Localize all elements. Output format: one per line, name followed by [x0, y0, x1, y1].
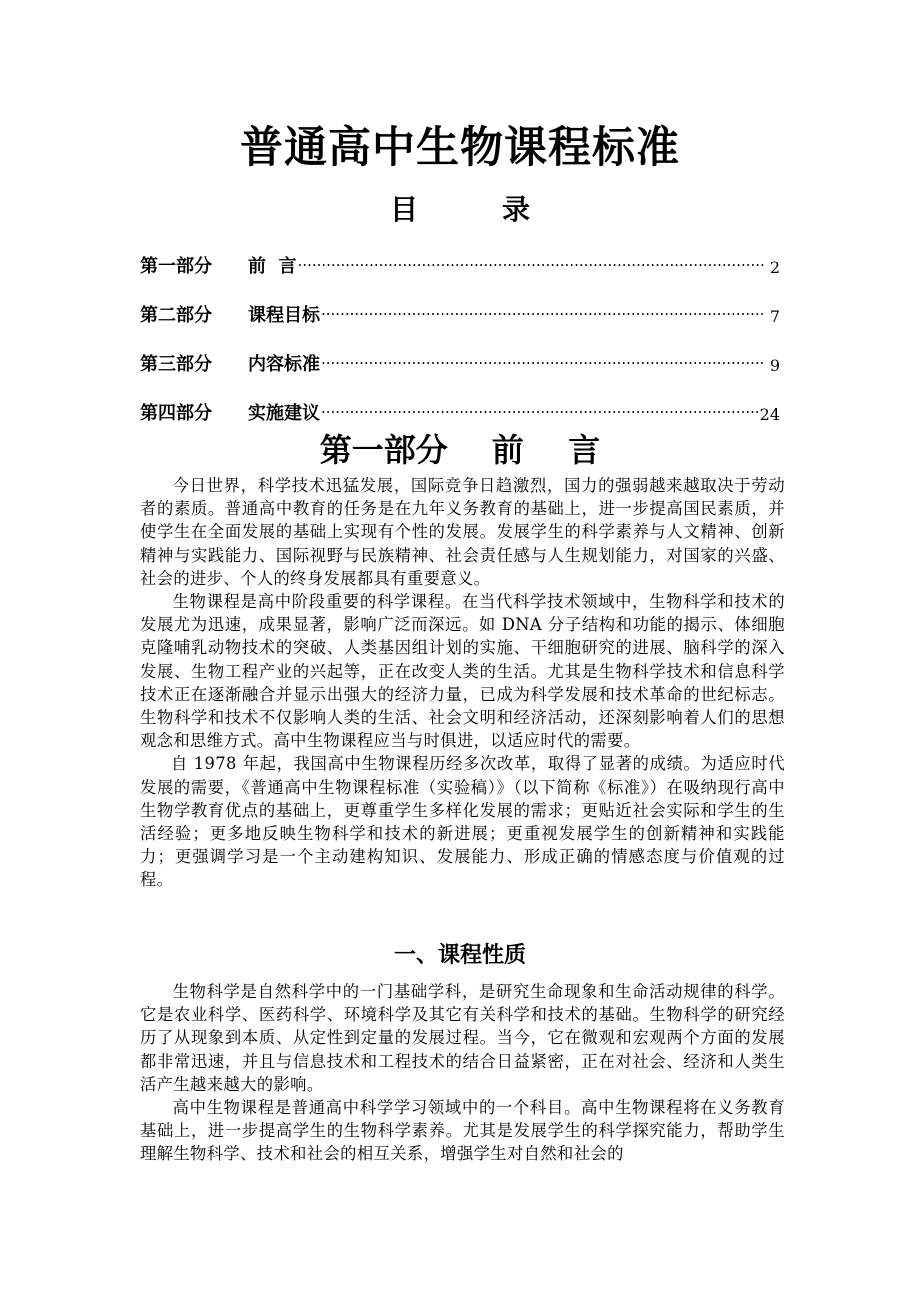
preface-body: [140, 474, 785, 892]
toc-page-number: 9: [769, 356, 780, 375]
toc-leader-dots: [298, 256, 765, 274]
section-title-preface: [0, 428, 920, 472]
toc-leader-dots: [321, 354, 765, 372]
body-paragraph: 生物课程是高中阶段重要的科学课程。在当代科学技术领域中，生物科学和技术的发展尤为迅速，成果显著，影响广泛而深远。如 DNA 分子结构和功能的揭示、体细胞克隆哺乳动物技术的突破、人类基因组计划的实施、干细胞研究的进展、脑科学的深入发展、生物工程产业的兴起等，正在改变人类的生活。尤其是生物科学技术和信息科学技术正在逐渐融合并显示出强大的经济力量，已成为科学发展和技术革命的世纪标志。生物科学和技术不仅影响人类的生活、社会文明和经济活动，还深刻影响着人们的思想观念和思维方式。高中生物课程应当与时俱进，以适应时代的需要。: [140, 592, 785, 751]
body-paragraph: 生物科学是自然科学中的一门基础学科，是研究生命现象和生命活动规律的科学。它是农业科学、医药科学、环境科学及其它有关科学和技术的基础。生物科学的研究经历了从现象到本质、从定性到定量的发展过程。当今，它在微观和宏观两个方面的发展都非常迅速，并且与信息技术和工程技术的结合日益紧密，正在对社会、经济和人类生活产生越来越大的影响。: [140, 982, 785, 1094]
table-of-contents: [140, 240, 780, 436]
subsection-title: 一、课程性质: [393, 943, 526, 968]
body-paragraph: 自 1978 年起，我国高中生物课程历经多次改革，取得了显著的成绩。为适应时代发展的需要，《普通高中生物课程标准（实验稿）》（以下简称《标准》）在吸纳现行高中生物学教育优点的基础上，更尊重学生多样化发展的需求；更贴近社会实际和学生的生活经验；更多地反映生物科学和技术的新进展；更重视发展学生的创新精神和实践能力；更强调学习是一个主动建构知识、发展能力、形成正确的情感态度与价值观的过程。: [140, 754, 785, 890]
toc-heading-char-1: 目: [389, 193, 418, 226]
toc-entry[interactable]: [140, 289, 780, 338]
toc-entry[interactable]: [140, 240, 780, 289]
toc-part-name: 实施建议: [248, 402, 320, 424]
toc-leader-dots: [321, 305, 765, 323]
document-title: 普通高中生物课程标准: [240, 123, 680, 173]
toc-part-name: 内容标准: [248, 353, 320, 375]
toc-part-label: 第三部分: [140, 353, 212, 375]
body-paragraph: 高中生物课程是普通高中科学学习领域中的一个科目。高中生物课程将在义务教育基础上，进一步提高学生的生物科学素养。尤其是发展学生的科学探究能力，帮助学生理解生物科学、技术和社会的相互关系，增强学生对自然和社会的: [140, 1098, 785, 1164]
toc-leader-dots: [321, 403, 759, 421]
toc-entry[interactable]: [140, 338, 780, 387]
toc-page-number: 24: [759, 405, 780, 424]
toc-part-name: 课程目标: [248, 304, 320, 326]
toc-page-number: 2: [769, 258, 780, 277]
toc-part-name: 前 言: [248, 255, 297, 277]
toc-part-label: 第二部分: [140, 304, 212, 326]
toc-heading: [0, 190, 920, 230]
body-paragraph: 今日世界，科学技术迅猛发展，国际竞争日趋激烈，国力的强弱越来越取决于劳动者的素质。普通高中教育的任务是在九年义务教育的基础上，进一步提高国民素质，并使学生在全面发展的基础上实现有个性的发展。发展学生的科学素养与人文精神、创新精神与实践能力、国际视野与民族精神、社会责任感与人生规划能力，对国家的兴盛、社会的进步、个人的终身发展都具有重要意义。: [140, 476, 785, 588]
section-part-label: 第一部分: [319, 431, 448, 469]
section-name: 前 言: [491, 431, 601, 469]
toc-part-label: 第四部分: [140, 402, 212, 424]
course-nature-body: [140, 980, 785, 1166]
toc-part-label: 第一部分: [140, 255, 212, 277]
toc-page-number: 7: [769, 307, 780, 326]
toc-heading-char-2: 录: [502, 193, 531, 226]
